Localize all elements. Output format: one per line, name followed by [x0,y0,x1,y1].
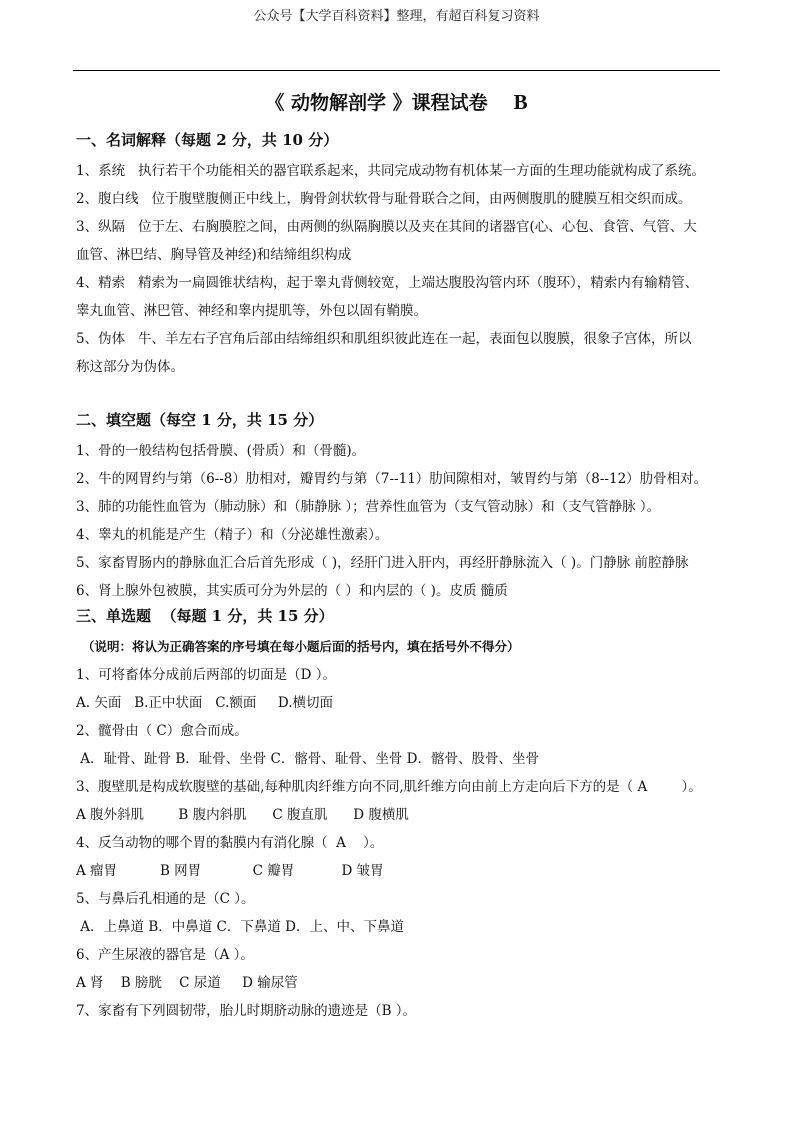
section-2-heading: 二、填空题（每空 1 分，共 15 分） [76,411,324,429]
s1-line: 称这部分为伪体。 [76,359,184,375]
s1-line: 3、纵隔 位于左、右胸膜腔之间，由两侧的纵隔胸膜以及夹在其间的诸器官(心、心包、食管、气管、大 [76,219,697,235]
s2-line: 5、家畜胃肠内的静脉血汇合后首先形成（ )，经肝门进入肝内，再经肝静脉流入（ )。门静脉 前腔静脉 [76,555,689,571]
s3-question: 3、腹壁肌是构成软腹壁的基础,每种肌肉纤维方向不同,肌纤维方向由前上方走向后下方的是（ A ）。 [76,779,702,795]
section-3-note: （说明：将认为正确答案的序号填在每小题后面的括号内，填在括号外不得分） [82,639,520,654]
s3-question: 5、与鼻后孔相通的是（C ）。 [76,891,255,907]
s3-question: 6、产生尿液的器官是（A ）。 [76,947,254,963]
s1-line: 4、精索 精索为一扁圆锥状结构，起于睾丸背侧较宽，上端达腹股沟管内环（腹环），精索内有输精管、 [76,275,699,291]
s3-options: A. 矢面 B.正中状面 C.额面 D.横切面 [76,695,334,711]
s1-line: 血管、淋巴结、胸导管及神经)和结缔组织构成 [76,247,352,263]
page-title [0,88,793,115]
s3-question: 2、髋骨由（ C）愈合而成。 [76,723,248,739]
header-divider [73,70,720,71]
title-text: 《 动物解剖学 》课程试卷 [265,92,488,114]
s3-options: A 腹外斜肌 B 腹内斜肌 C 腹直肌 D 腹横肌 [76,807,409,823]
s2-line: 4、睾丸的机能是产生（精子）和（分泌雄性激素）。 [76,527,389,543]
section-1-heading: 一、名词解释（每题 2 分，共 10 分） [76,131,339,149]
section-3-heading: 三、单选题 （每题 1 分，共 15 分） [76,607,334,625]
s2-line: 6、肾上腺外包被膜，其实质可分为外层的（ ）和内层的（ )。皮质 髓质 [76,583,508,599]
s3-options: A 瘤胃 B 网胃 C 瓣胃 D 皱胃 [76,863,384,879]
s3-options: A 肾 B 膀胱 C 尿道 D 输尿管 [76,975,298,991]
page-header: 公众号【大学百科资料】整理，有超百科复习资料 [253,9,540,24]
s3-options: A．上鼻道 B．中鼻道 C．下鼻道 D．上、中、下鼻道 [76,919,404,935]
s3-question: 7、家畜有下列圆韧带，胎儿时期脐动脉的遗迹是（B ）。 [76,1003,417,1019]
s3-options: A．耻骨、趾骨 B．耻骨、坐骨 C．髂骨、耻骨、坐骨 D．髂骨、股骨、坐骨 [76,751,539,767]
s2-line: 2、牛的网胃约与第（6--8）肋相对，瓣胃约与第（7--11）肋间隙相对，皱胃约与第（8--12）肋骨相对。 [76,471,708,487]
s1-line: 2、腹白线 位于腹壁腹侧正中线上，胸骨剑状软骨与耻骨联合之间，由两侧腹肌的腱膜互相交织而成。 [76,191,692,207]
s3-question: 4、反刍动物的哪个胃的黏膜内有消化腺（ A ）。 [76,835,384,851]
s1-line: 1、系统 执行若干个功能相关的器官联系起来，共同完成动物有机体某一方面的生理功能就构成了系统。 [76,163,705,179]
title-version: B [513,90,528,114]
s2-line: 1、骨的一般结构包括骨膜、(骨质）和（骨髓)。 [76,443,366,459]
s1-line: 睾丸血管、淋巴管、神经和睾内提肌等，外包以固有鞘膜。 [76,303,427,319]
s2-line: 3、肺的功能性血管为（肺动脉）和（肺静脉 ）；营养性血管为（支气管动脉）和（支气管静脉 ）。 [76,499,661,515]
s3-question: 1、可将畜体分成前后两部的切面是（D ）。 [76,667,336,683]
s1-line: 5、伪体 牛、羊左右子宫角后部由结缔组织和肌组织彼此连在一起，表面包以腹膜，很象子宫体，所以 [76,331,692,347]
